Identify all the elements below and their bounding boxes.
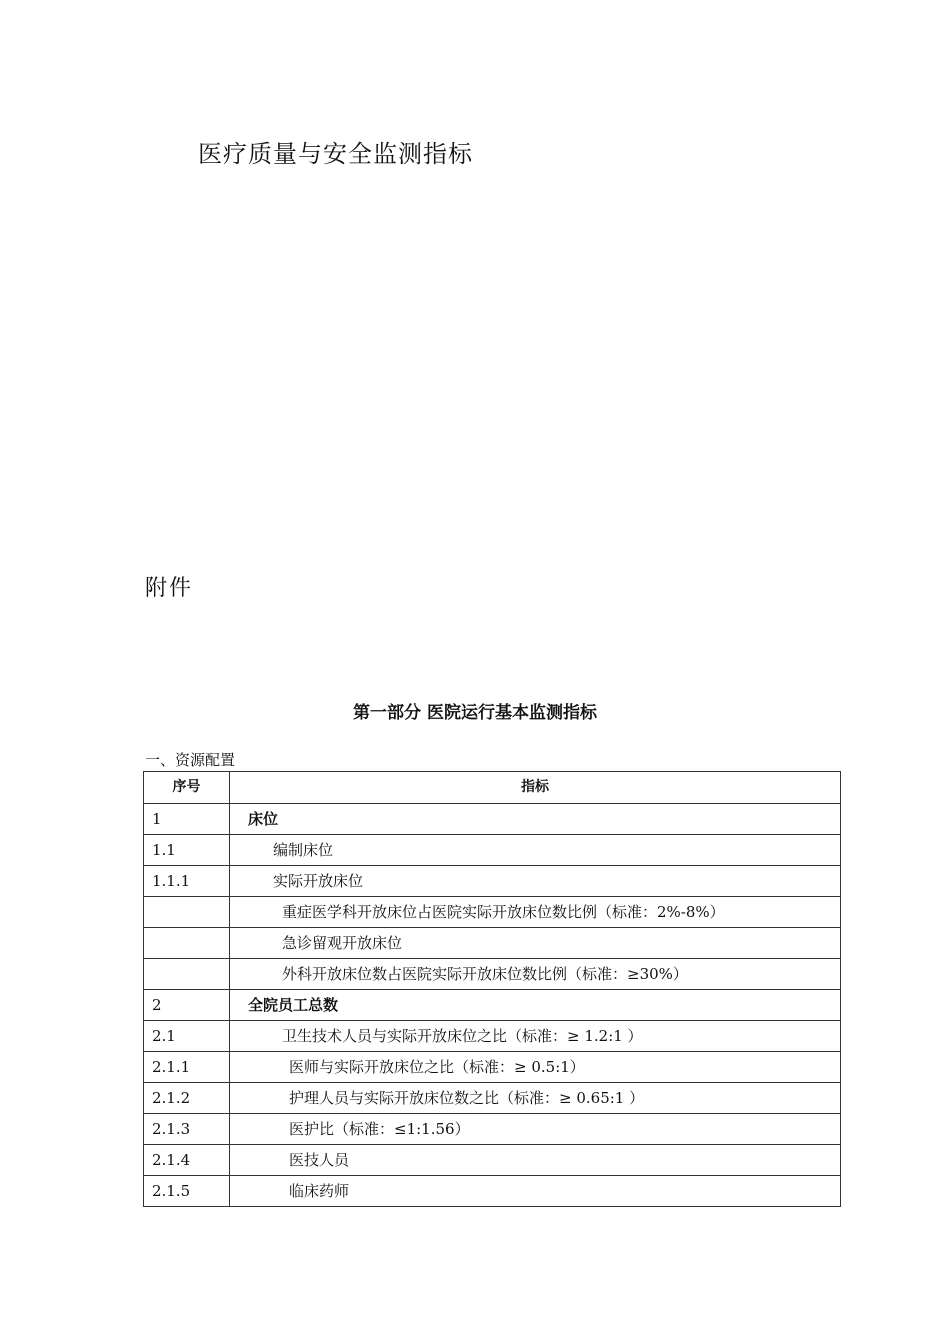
- table-row: [144, 835, 841, 866]
- table-row: [144, 1114, 841, 1145]
- row-number: 1.1: [144, 835, 230, 866]
- table-row: [144, 1176, 841, 1207]
- indicator-name: 医师与实际开放床位之比（标准：≥ 0.5:1）: [230, 1052, 841, 1083]
- indicator-name: 医护比（标准：≤1:1.56）: [230, 1114, 841, 1145]
- document-title: 医疗质量与安全监测指标: [198, 140, 473, 168]
- table-row: [144, 1145, 841, 1176]
- table-header-row: [144, 772, 841, 804]
- header-no: 序号: [144, 772, 230, 804]
- row-number: 1: [144, 804, 230, 835]
- indicator-name: 实际开放床位: [230, 866, 841, 897]
- table-row: [144, 990, 841, 1021]
- table-row: [144, 897, 841, 928]
- table-row: [144, 866, 841, 897]
- table-row: [144, 1021, 841, 1052]
- row-number: 2.1.2: [144, 1083, 230, 1114]
- row-number: [144, 897, 230, 928]
- indicator-name: 急诊留观开放床位: [230, 928, 841, 959]
- indicator-name: 临床药师: [230, 1176, 841, 1207]
- row-number: 2.1.1: [144, 1052, 230, 1083]
- indicator-name: 床位: [230, 804, 841, 835]
- row-number: [144, 959, 230, 990]
- row-number: 1.1.1: [144, 866, 230, 897]
- header-indicator: 指标: [230, 772, 841, 804]
- table-row: [144, 804, 841, 835]
- indicator-name: 编制床位: [230, 835, 841, 866]
- row-number: 2.1.4: [144, 1145, 230, 1176]
- attachment-label: 附件: [145, 576, 194, 601]
- part-title: 第一部分 医院运行基本监测指标: [353, 703, 597, 723]
- table-row: [144, 1052, 841, 1083]
- row-number: 2.1.5: [144, 1176, 230, 1207]
- indicator-name: 重症医学科开放床位占医院实际开放床位数比例（标准：2%-8%）: [230, 897, 841, 928]
- table-row: [144, 959, 841, 990]
- row-number: [144, 928, 230, 959]
- indicator-name: 医技人员: [230, 1145, 841, 1176]
- row-number: 2.1: [144, 1021, 230, 1052]
- table-row: [144, 1083, 841, 1114]
- row-number: 2: [144, 990, 230, 1021]
- indicator-table: [143, 771, 841, 1207]
- table-row: [144, 928, 841, 959]
- indicator-name: 全院员工总数: [230, 990, 841, 1021]
- row-number: 2.1.3: [144, 1114, 230, 1145]
- indicator-name: 外科开放床位数占医院实际开放床位数比例（标准：≥30%）: [230, 959, 841, 990]
- indicator-name: 护理人员与实际开放床位数之比（标准：≥ 0.65:1 ）: [230, 1083, 841, 1114]
- indicator-name: 卫生技术人员与实际开放床位之比（标准：≥ 1.2:1 ）: [230, 1021, 841, 1052]
- section-label: 一、资源配置: [145, 751, 236, 769]
